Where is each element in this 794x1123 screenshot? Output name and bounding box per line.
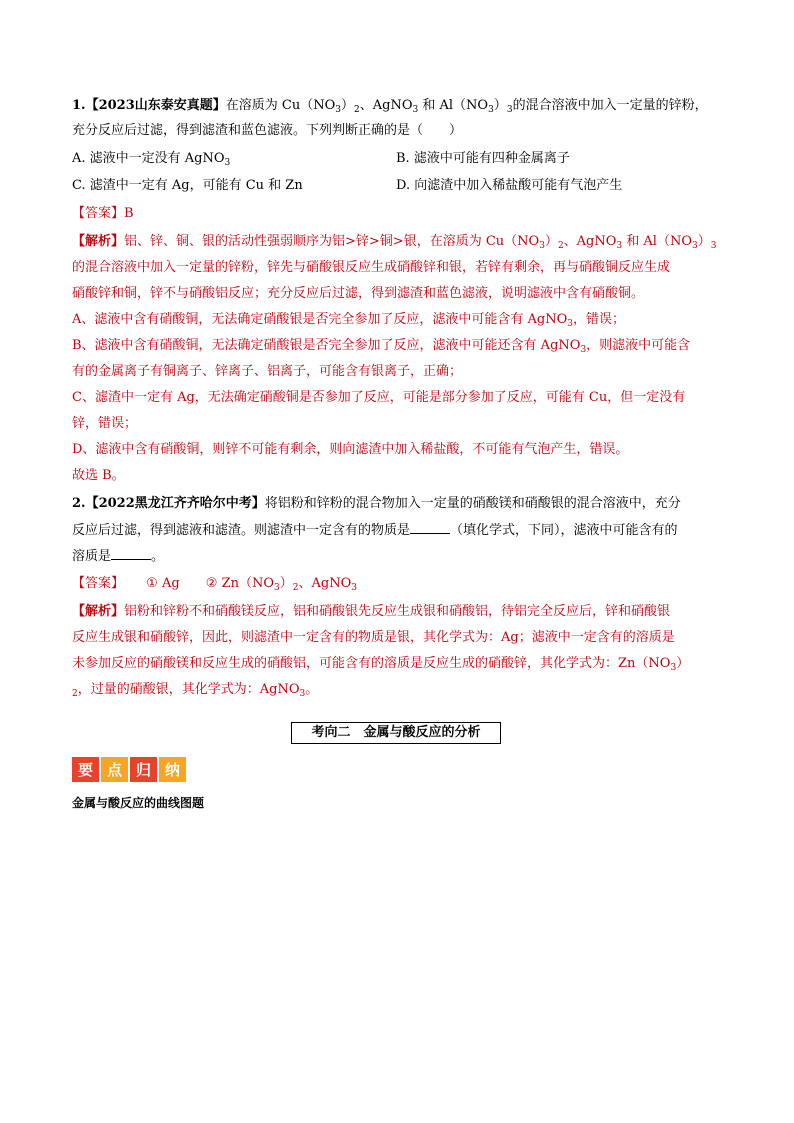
q1-analysis-6: 有的金属离子有铜离子、锌离子、铝离子，可能含有银离子，正确； bbox=[72, 364, 463, 379]
q1-analysis-8: 锌，错误； bbox=[72, 416, 138, 431]
q1-analysis-3: 硝酸锌和铜，锌不与硝酸铝反应；充分反应后过滤，得到滤渣和蓝色滤液，说明滤液中含有硝酸铜。 bbox=[72, 286, 645, 301]
q1-analysis-1: 【解析】铝、锌、铜、银的活动性强弱顺序为铝>锌>铜>银，在溶质为 $Cu(NO_3)_2$、AgNO$_3$ 和 $Al(NO_3)_3$ bbox=[72, 234, 717, 251]
badge-char-3: 归 bbox=[130, 757, 157, 782]
q1-answer: 【答案】B bbox=[72, 206, 134, 221]
q2-analysis-4: $_2$，过量的硝酸银，其化学式为：AgNO$_3$。 bbox=[72, 682, 319, 699]
subheading: 金属与酸反应的曲线图题 bbox=[72, 796, 205, 810]
q2-analysis-3: 未参加反应的硝酸镁和反应生成的硝酸铝，可能含有的溶质是反应生成的硝酸锌，其化学式为：$Zn(NO_3)$ bbox=[72, 656, 690, 673]
q1-conclusion: 故选 B。 bbox=[72, 468, 125, 483]
badge-char-1: 要 bbox=[72, 757, 99, 782]
blank-1[interactable] bbox=[410, 520, 450, 534]
q1-line-2: 充分反应后过滤，得到滤渣和蓝色滤液。下列判断正确的是（ ） bbox=[72, 123, 463, 138]
q1-option-a[interactable]: A. 滤液中一定没有 AgNO$_3$ bbox=[72, 151, 231, 168]
q2-answer: 【答案】 ① Ag ② $Zn(NO_3)_2$、AgNO$_3$ bbox=[72, 576, 357, 593]
q1-option-b[interactable]: B. 滤液中可能有四种金属离子 bbox=[396, 151, 570, 166]
q1-line-1: 1.【2023山东泰安真题】在溶质为 $Cu(NO_3)_2$、AgNO$_3$ 和 $Al(NO_3)_3$的混合溶液中加入一定量的锌粉， bbox=[72, 98, 708, 115]
badge-char-2: 点 bbox=[101, 757, 128, 782]
key-points-badge bbox=[72, 757, 188, 782]
q2-analysis-1: 【解析】铝粉和锌粉不和硝酸镁反应，铝和硝酸银先反应生成银和硝酸铝，待铝完全反应后，锌和硝酸银 bbox=[72, 604, 671, 619]
q2-line-2: 反应后过滤，得到滤液和滤渣。则滤渣中一定含有的物质是 （填化学式，下同），滤液中可能含有的 bbox=[72, 520, 678, 541]
q1-analysis-7: C、滤渣中一定有 Ag，无法确定硝酸铜是否参加了反应，可能是部分参加了反应，可能有 Cu，但一定没有 bbox=[72, 390, 686, 405]
q1-analysis-9: D、滤液中含有硝酸铜，则锌不可能有剩余，则向滤渣中加入稀盐酸，不可能有气泡产生，错误。 bbox=[72, 442, 629, 457]
q2-line-3: 溶质是 。 bbox=[72, 546, 164, 567]
blank-2[interactable] bbox=[111, 546, 151, 560]
q1-analysis-2: 的混合溶液中加入一定量的锌粉，锌先与硝酸银反应生成硝酸锌和银，若锌有剩余，再与硝酸铜反应生成 bbox=[72, 260, 671, 275]
q1-analysis-4: A、滤液中含有硝酸铜，无法确定硝酸银是否完全参加了反应，滤液中可能含有 AgNO$_3$，错误； bbox=[72, 312, 626, 329]
q1-option-c[interactable]: C. 滤渣中一定有 Ag，可能有 Cu 和 Zn bbox=[72, 178, 303, 193]
badge-char-4: 纳 bbox=[159, 757, 186, 782]
q2-analysis-2: 反应生成银和硝酸锌，因此，则滤渣中一定含有的物质是银，其化学式为：Ag；滤液中一定含有的溶质是 bbox=[72, 630, 675, 645]
q1-option-d[interactable]: D. 向滤渣中加入稀盐酸可能有气泡产生 bbox=[396, 178, 623, 193]
q1-analysis-5: B、滤液中含有硝酸铜，无法确定硝酸银是否完全参加了反应，滤液中可能还含有 AgNO$_3$，则滤液中可能含 bbox=[72, 338, 691, 355]
q2-line-1: 2.【2022黑龙江齐齐哈尔中考】将铝粉和锌粉的混合物加入一定量的硝酸镁和硝酸银的混合溶液中，充分 bbox=[72, 496, 681, 511]
section-title: 考向二 金属与酸反应的分析 bbox=[291, 722, 501, 744]
